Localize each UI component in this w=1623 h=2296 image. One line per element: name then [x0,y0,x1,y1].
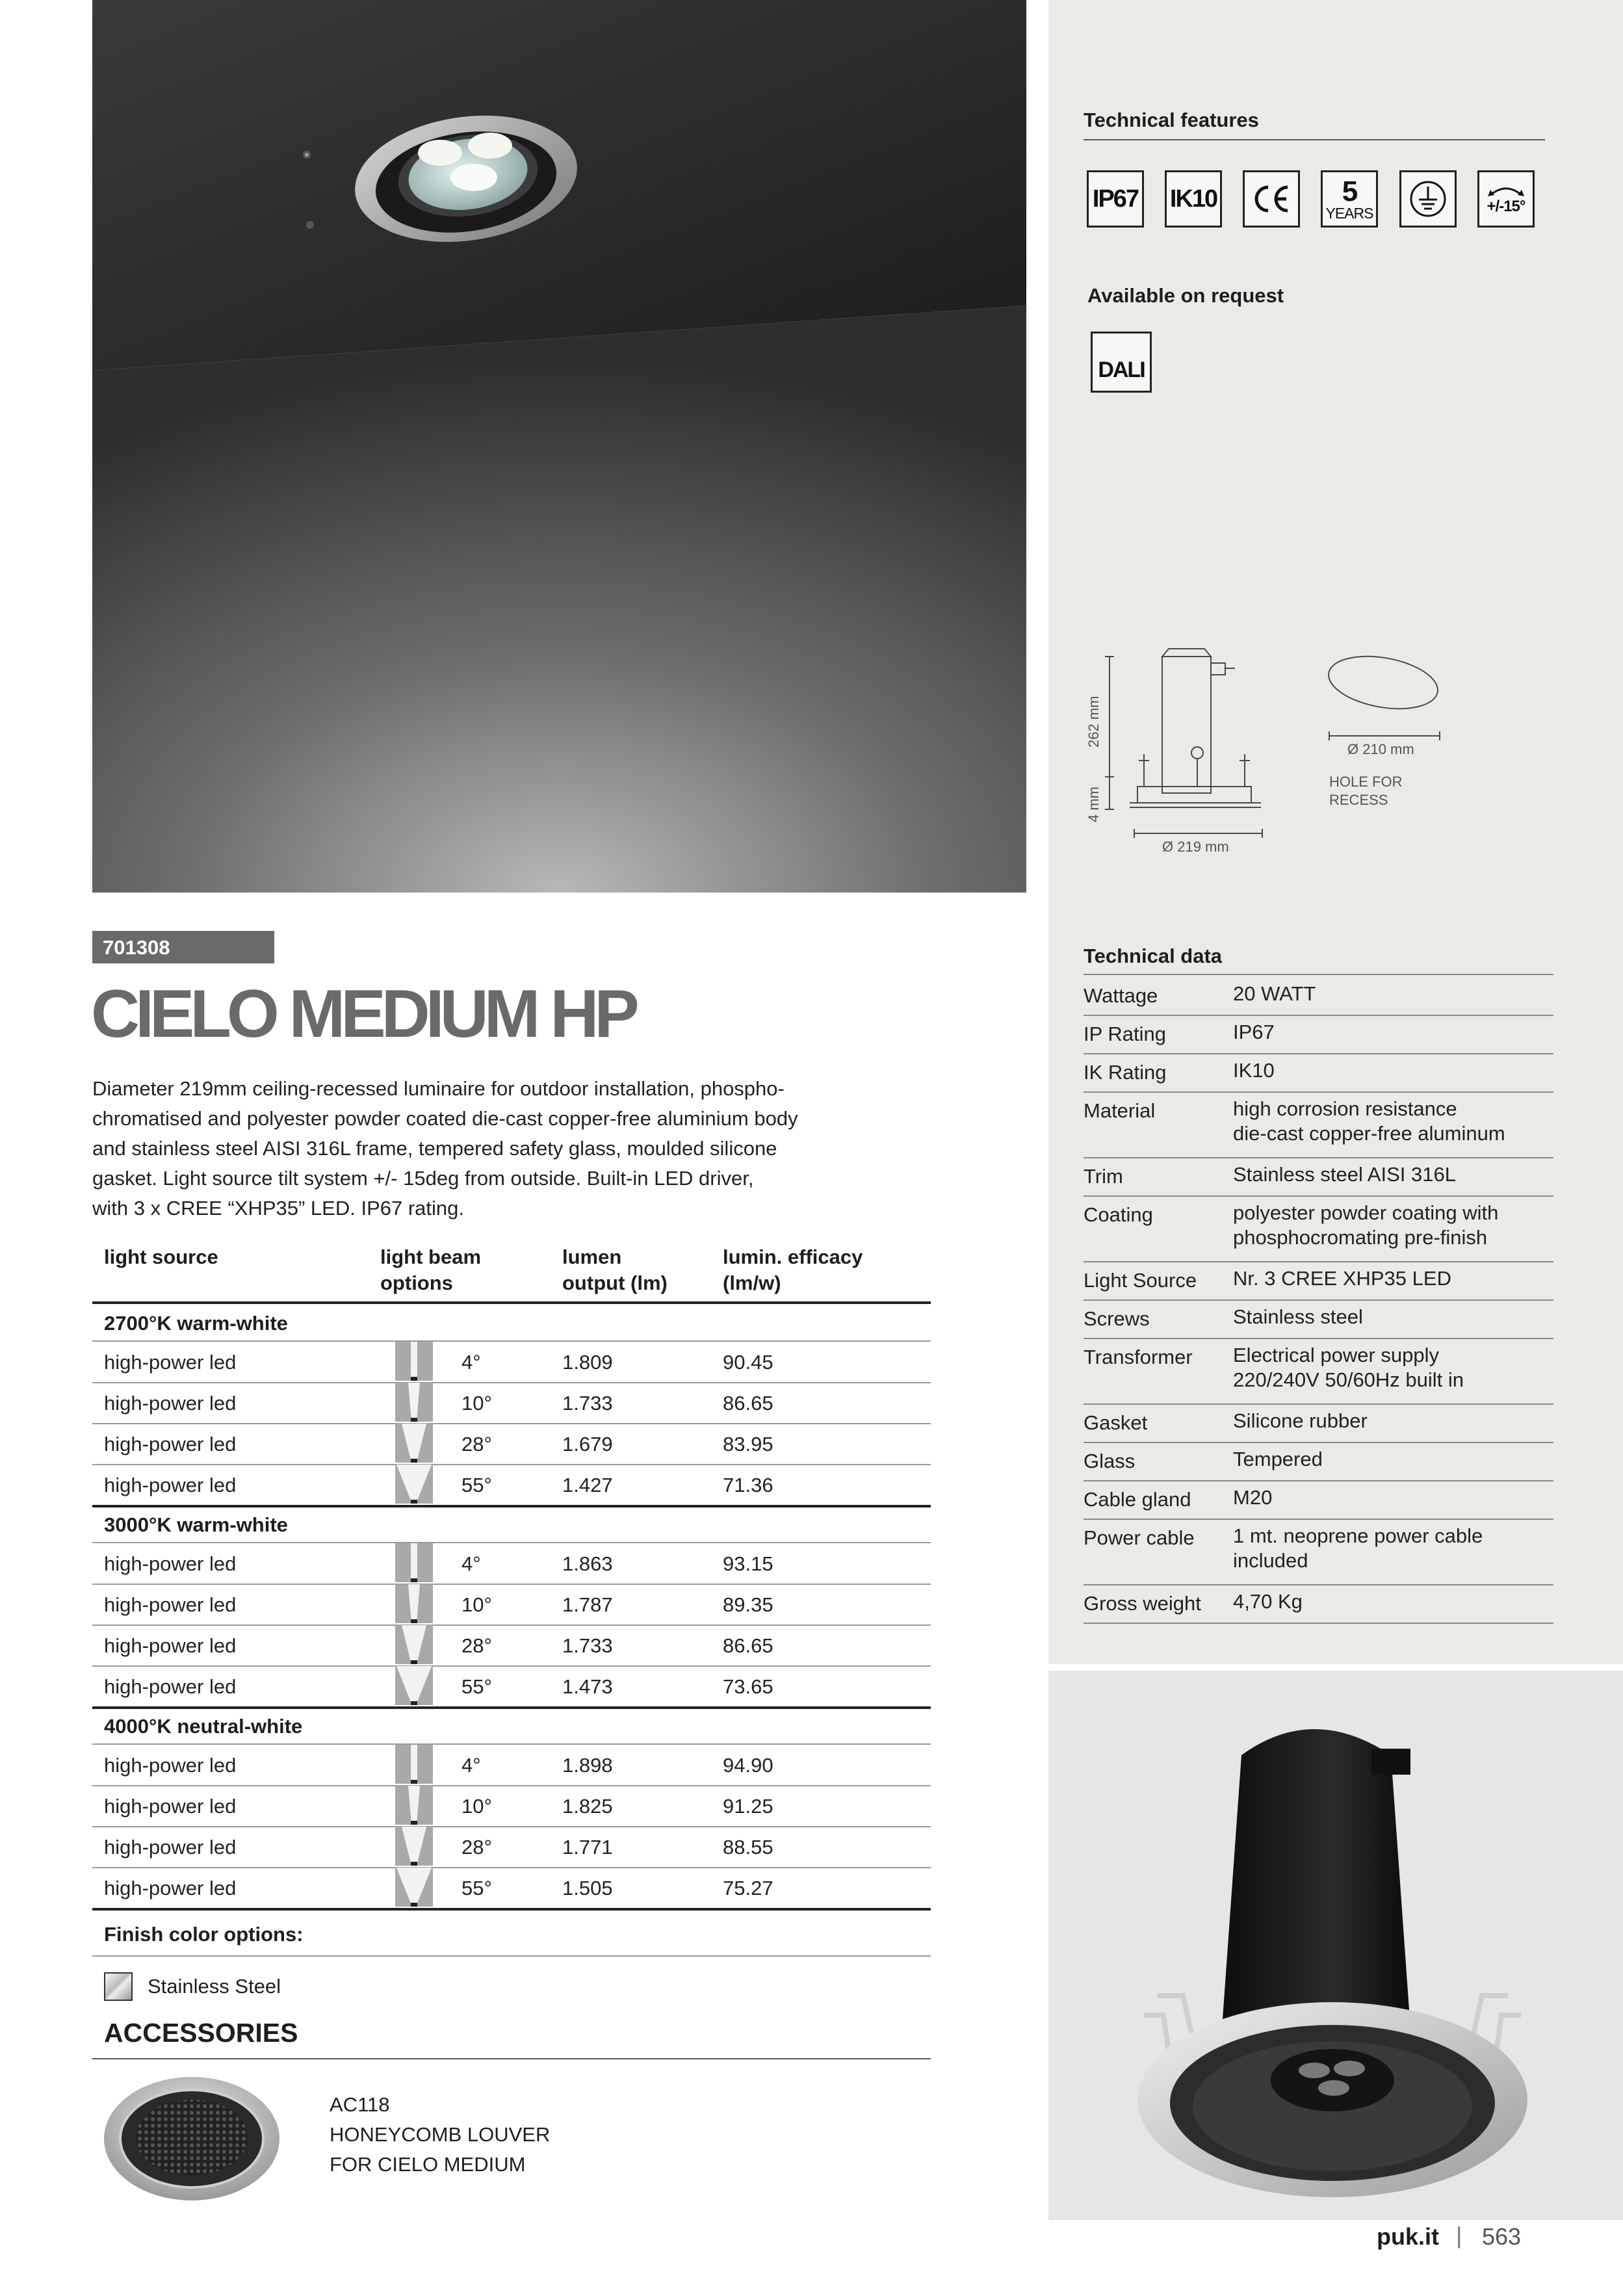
efficacy-cell: 89.35 [723,1593,773,1616]
technical-data-value [1233,1201,1498,1250]
technical-data-label: Material [1084,1099,1156,1122]
light-table-row [92,1625,931,1667]
light-source-cell: high-power led [104,1351,237,1374]
efficacy-cell: 75.27 [723,1877,773,1899]
beam-angle-cell: 55° [461,1474,492,1496]
efficacy-cell: 86.65 [723,1392,773,1415]
product-description [92,1074,937,1223]
footer-separator: | [1456,2222,1462,2249]
accessories-title: ACCESSORIES [104,2018,298,2048]
finish-rule [92,1955,931,1957]
light-source-cell: high-power led [104,1836,237,1859]
technical-data-value [1233,1447,1323,1472]
header-beam-line2: options [380,1272,453,1294]
lumen-output-cell: 1.733 [562,1392,613,1415]
technical-data-label: Power cable [1084,1526,1195,1549]
lumen-output-cell: 1.505 [562,1877,613,1899]
description-line: Diameter 219mm ceiling-recessed luminaire for outdoor installation, phospho- [92,1077,785,1100]
light-source-cell: high-power led [104,1552,237,1575]
technical-data-value [1233,1305,1363,1329]
height-label: 262 mm [1085,696,1102,748]
light-table-row [92,1383,931,1424]
ik10-icon: IK10 [1165,170,1222,228]
technical-data-value [1233,1097,1505,1146]
technical-data-row [1084,1403,1553,1443]
light-source-cell: high-power led [104,1754,237,1777]
technical-data-row [1084,1195,1553,1262]
beam-angle-cell: 10° [461,1795,492,1818]
light-source-cell: high-power led [104,1474,237,1496]
beam-angle-icon [395,1827,433,1866]
beam-angle-icon [395,1424,433,1463]
technical-data-value-line1: Stainless steel [1233,1305,1363,1328]
technical-data-value [1233,1266,1451,1291]
footer-site[interactable]: puk.it [1377,2223,1439,2250]
technical-data-value [1233,1485,1272,1510]
lumen-output-cell: 1.863 [562,1552,613,1575]
technical-data-value [1233,1020,1275,1045]
efficacy-cell: 83.95 [723,1433,773,1455]
earth-ground-icon [1399,170,1457,228]
technical-data-value-line1: 20 WATT [1233,982,1316,1005]
light-source-cell: high-power led [104,1593,237,1616]
technical-data-row [1084,1338,1553,1405]
beam-angle-icon [395,1342,433,1381]
beam-angle-cell: 4° [461,1754,481,1777]
technical-data-row [1084,1091,1553,1158]
ip67-icon: IP67 [1087,170,1144,228]
technical-data-row [1084,1519,1553,1585]
technical-data-value-line1: Silicone rubber [1233,1409,1368,1432]
technical-data-row [1084,1157,1553,1197]
technical-data-value-line1: Electrical power supply [1233,1344,1440,1366]
beam-angle-icon [395,1745,433,1784]
hole-label-line2: RECESS [1329,792,1388,808]
beam-angle-cell: 28° [461,1836,492,1859]
beam-angle-icon [395,1666,433,1705]
description-line: chromatised and polyester powder coated die-cast copper-free aluminium body [92,1107,798,1130]
technical-data-row [1084,976,1553,1016]
technical-data-value-line1: polyester powder coating with [1233,1201,1499,1224]
technical-data-label: Wattage [1084,984,1158,1007]
light-source-cell: high-power led [104,1392,237,1415]
beam-angle-cell: 55° [461,1877,492,1899]
efficacy-cell: 94.90 [723,1754,773,1777]
description-line: with 3 x CREE “XHP35” LED. IP67 rating. [92,1197,465,1220]
accessories-rule [92,2058,931,2059]
technical-data-value [1233,982,1316,1006]
light-group-header [92,1707,931,1745]
lumen-output-cell: 1.427 [562,1474,613,1496]
technical-data-row [1084,1442,1553,1481]
efficacy-cell: 93.15 [723,1552,773,1575]
beam-angle-cell: 4° [461,1351,481,1374]
product-code: 701308 [103,936,170,959]
light-table-row [92,1827,931,1868]
lumen-output-cell: 1.771 [562,1836,613,1859]
beam-angle-cell: 28° [461,1634,492,1657]
lumen-output-cell: 1.809 [562,1351,613,1374]
technical-data-value-line1: Nr. 3 CREE XHP35 LED [1233,1267,1451,1290]
technical-data-label: Trim [1084,1165,1123,1188]
beam-angle-cell: 55° [461,1675,492,1698]
technical-data-row [1084,1299,1553,1339]
efficacy-cell: 88.55 [723,1836,773,1859]
description-line: gasket. Light source tilt system +/- 15deg from outside. Built-in LED driver, [92,1167,754,1190]
tilt-icon: +/-15° [1477,170,1535,228]
technical-data-row [1084,1053,1553,1093]
light-table-row [92,1745,931,1786]
ce-mark-icon [1243,170,1300,228]
frame-thickness-label: 4 mm [1085,787,1102,822]
beam-angle-icon [395,1584,433,1623]
beam-angle-cell: 10° [461,1593,492,1616]
technical-data-value-line2: phosphocromating pre-finish [1233,1226,1488,1249]
technical-data-label: Light Source [1084,1269,1197,1292]
light-group-title: 4000°K neutral-white [104,1715,303,1738]
technical-data-value-line1: high corrosion resistance [1233,1097,1457,1120]
technical-data-title: Technical data [1084,945,1223,967]
light-table-row [92,1465,931,1507]
technical-data-value-line1: IK10 [1233,1059,1275,1082]
light-source-cell: high-power led [104,1634,237,1657]
beam-angle-cell: 10° [461,1392,492,1415]
beam-angle-icon [395,1383,433,1422]
light-table-row [92,1786,931,1827]
efficacy-cell: 71.36 [723,1474,773,1496]
light-group-title: 2700°K warm-white [104,1312,288,1335]
diameter-label: Ø 219 mm [1162,839,1229,855]
lumen-output-cell: 1.825 [562,1795,613,1818]
technical-data-value-line1: Tempered [1233,1448,1323,1470]
efficacy-cell: 91.25 [723,1795,773,1818]
technical-data-label: IP Rating [1084,1023,1166,1045]
technical-data-value-line1: Stainless steel AISI 316L [1233,1163,1456,1186]
efficacy-cell: 86.65 [723,1634,773,1657]
efficacy-cell: 73.65 [723,1675,773,1698]
light-group-title: 3000°K warm-white [104,1513,288,1536]
light-table-row [92,1424,931,1465]
available-on-request-title: Available on request [1087,284,1284,307]
header-beam-line1: light beam [380,1246,482,1268]
stainless-steel-swatch[interactable] [104,1972,133,2001]
accessory-desc-line2: FOR CIELO MEDIUM [330,2153,526,2176]
dali-icon: DALI [1091,332,1152,393]
finish-option-label: Stainless Steel [148,1975,281,1998]
beam-angle-cell: 28° [461,1433,492,1455]
finish-title: Finish color options: [104,1923,304,1946]
light-source-cell: high-power led [104,1433,237,1455]
hole-label-line1: HOLE FOR [1329,774,1403,790]
header-lumen-line1: lumen [562,1246,622,1268]
footer-page-number: 563 [1482,2223,1522,2250]
technical-data-value-line1: IP67 [1233,1021,1275,1043]
technical-data-label: Glass [1084,1450,1136,1472]
technical-data-value [1233,1343,1464,1392]
light-group-header [92,1304,931,1342]
technical-data-value [1233,1162,1456,1187]
light-table-row [92,1584,931,1626]
beam-angle-icon [395,1625,433,1664]
beam-angle-icon [395,1543,433,1582]
technical-data-value-line2: 220/240V 50/60Hz built in [1233,1368,1464,1391]
technical-data-label: Transformer [1084,1346,1193,1368]
lumen-output-cell: 1.787 [562,1593,613,1616]
hole-diameter-label: Ø 210 mm [1347,741,1414,757]
lumen-output-cell: 1.733 [562,1634,613,1657]
header-efficacy-line2: (lm/w) [723,1272,781,1294]
header-light-source: light source [104,1246,218,1268]
dimension-drawing [1079,644,1469,865]
technical-data-value-line2: die-cast copper-free aluminum [1233,1122,1505,1145]
beam-angle-icon [395,1465,433,1504]
beam-angle-cell: 4° [461,1552,481,1575]
technical-data-value [1233,1524,1483,1573]
light-source-cell: high-power led [104,1675,237,1698]
technical-data-label: Screws [1084,1307,1150,1330]
technical-data-row [1084,1261,1553,1301]
lumen-output-cell: 1.473 [562,1675,613,1698]
efficacy-cell: 90.45 [723,1351,773,1374]
light-group-header [92,1506,931,1543]
technical-data-label: Gasket [1084,1411,1148,1434]
product-photo [1105,1690,1560,2210]
technical-features-rule [1084,139,1545,140]
technical-data-label: Cable gland [1084,1488,1191,1511]
technical-data-rule [1084,974,1553,975]
light-table-row [92,1666,931,1709]
technical-data-value-line1: M20 [1233,1486,1273,1509]
header-efficacy-line1: lumin. efficacy [723,1246,863,1268]
light-table-row [92,1868,931,1911]
accessory-code: AC118 [330,2093,390,2116]
technical-data-label: IK Rating [1084,1061,1167,1084]
technical-data-row [1084,1480,1553,1520]
technical-data-row [1084,1015,1553,1054]
light-table-row [92,1543,931,1585]
technical-data-value-line2: included [1233,1549,1308,1572]
lumen-output-cell: 1.898 [562,1754,613,1777]
honeycomb-louver-image [97,2070,286,2207]
technical-data-value [1233,1058,1275,1083]
light-table-row [92,1342,931,1383]
product-title: CIELO MEDIUM HP [91,976,635,1052]
lumen-output-cell: 1.679 [562,1433,613,1455]
light-source-cell: high-power led [104,1877,237,1899]
technical-data-value [1233,1589,1303,1614]
technical-data-value-line1: 1 mt. neoprene power cable [1233,1524,1483,1547]
accessory-desc-line1: HONEYCOMB LOUVER [330,2123,551,2146]
light-source-cell: high-power led [104,1795,237,1818]
technical-data-value [1233,1409,1368,1433]
technical-data-row [1084,1584,1553,1624]
technical-features-title: Technical features [1084,109,1259,131]
technical-data-value-line1: 4,70 Kg [1233,1590,1303,1613]
beam-angle-icon [395,1868,433,1907]
five-years-icon: 5 YEARS [1321,170,1378,228]
beam-angle-icon [395,1786,433,1825]
technical-data-label: Coating [1084,1203,1153,1226]
technical-data-label: Gross weight [1084,1592,1201,1615]
description-line: and stainless steel AISI 316L frame, tempered safety glass, moulded silicone [92,1137,777,1160]
header-lumen-line2: output (lm) [562,1272,668,1294]
hero-photo [92,0,1026,893]
